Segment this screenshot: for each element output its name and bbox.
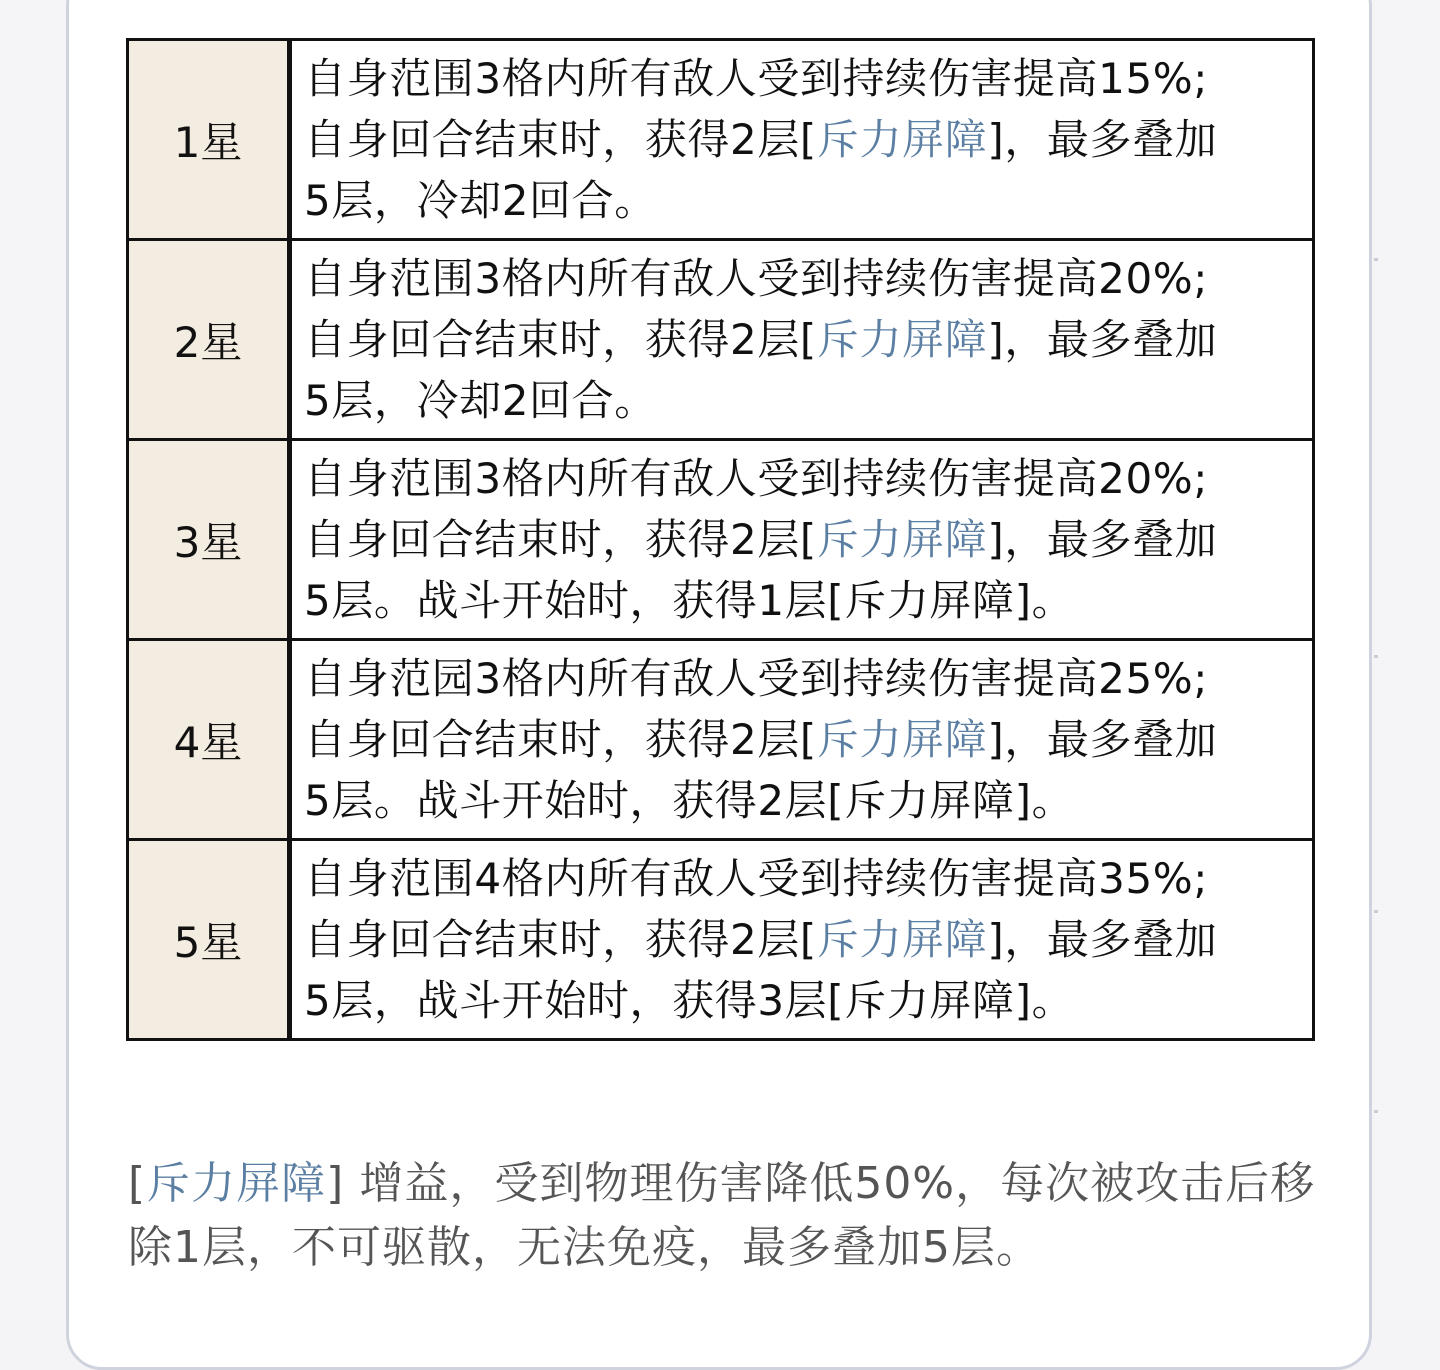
keyword-link[interactable]: 斥力屏障 [816, 515, 988, 564]
star-level-label: 5星 [128, 840, 290, 1040]
star-description [290, 840, 1314, 1040]
star-level-label: 4星 [128, 640, 290, 840]
margin-tick [1374, 258, 1378, 261]
table-row [128, 40, 1314, 240]
desc-line [304, 909, 1302, 970]
star-description [290, 40, 1314, 240]
desc-line [304, 109, 1302, 170]
keyword-link[interactable]: 斥力屏障 [816, 115, 988, 164]
star-description [290, 440, 1314, 640]
table-row [128, 640, 1314, 840]
bracket-open: [ [128, 1158, 147, 1209]
desc-text: ]，最多叠加 [987, 315, 1218, 364]
buff-footnote [128, 1152, 1328, 1280]
right-margin [1374, 0, 1440, 1322]
desc-line [304, 509, 1302, 570]
desc-line: 5层，冷却2回合。 [304, 376, 657, 425]
desc-line: 自身范围3格内所有敌人受到持续伤害提高15%; [304, 54, 1209, 103]
desc-text: 自身回合结束时，获得2层[ [304, 715, 817, 764]
margin-tick [1374, 655, 1378, 658]
desc-line: 自身范围4格内所有敌人受到持续伤害提高35%; [304, 854, 1209, 903]
star-level-label: 3星 [128, 440, 290, 640]
desc-line [304, 309, 1302, 370]
star-description [290, 240, 1314, 440]
desc-line: 自身范园3格内所有敌人受到持续伤害提高25%; [304, 654, 1209, 703]
margin-tick [1374, 910, 1378, 913]
table-row [128, 840, 1314, 1040]
desc-text: 自身回合结束时，获得2层[ [304, 915, 817, 964]
margin-tick [1374, 1110, 1378, 1113]
star-description [290, 640, 1314, 840]
keyword-link[interactable]: 斥力屏障 [146, 1158, 327, 1209]
keyword-link[interactable]: 斥力屏障 [816, 915, 988, 964]
star-upgrade-table [126, 38, 1315, 1041]
desc-line: 自身范围3格内所有敌人受到持续伤害提高20%; [304, 454, 1209, 503]
desc-line: 5层，冷却2回合。 [304, 176, 657, 225]
star-level-label: 1星 [128, 40, 290, 240]
left-margin [0, 0, 66, 1322]
table-row [128, 240, 1314, 440]
desc-text: 自身回合结束时，获得2层[ [304, 515, 817, 564]
desc-line: 自身范围3格内所有敌人受到持续伤害提高20%; [304, 254, 1209, 303]
desc-line: 5层。战斗开始时，获得1层[斥力屏障]。 [304, 576, 1075, 625]
keyword-link[interactable]: 斥力屏障 [816, 715, 988, 764]
desc-text: 自身回合结束时，获得2层[ [304, 115, 817, 164]
keyword-link[interactable]: 斥力屏障 [816, 315, 988, 364]
desc-text: ]，最多叠加 [987, 915, 1218, 964]
desc-text: ]，最多叠加 [987, 115, 1218, 164]
desc-line: 5层，战斗开始时，获得3层[斥力屏障]。 [304, 976, 1075, 1025]
desc-line [304, 709, 1302, 770]
desc-line: 5层。战斗开始时，获得2层[斥力屏障]。 [304, 776, 1075, 825]
desc-text: 自身回合结束时，获得2层[ [304, 315, 817, 364]
star-level-label: 2星 [128, 240, 290, 440]
table-row [128, 440, 1314, 640]
desc-text: ]，最多叠加 [987, 715, 1218, 764]
footnote-text: ] 增益，受到物理伤害降低50%，每次被攻击后移除1层，不可驱散，无法免疫，最多叠加5层。 [128, 1158, 1316, 1273]
desc-text: ]，最多叠加 [987, 515, 1218, 564]
